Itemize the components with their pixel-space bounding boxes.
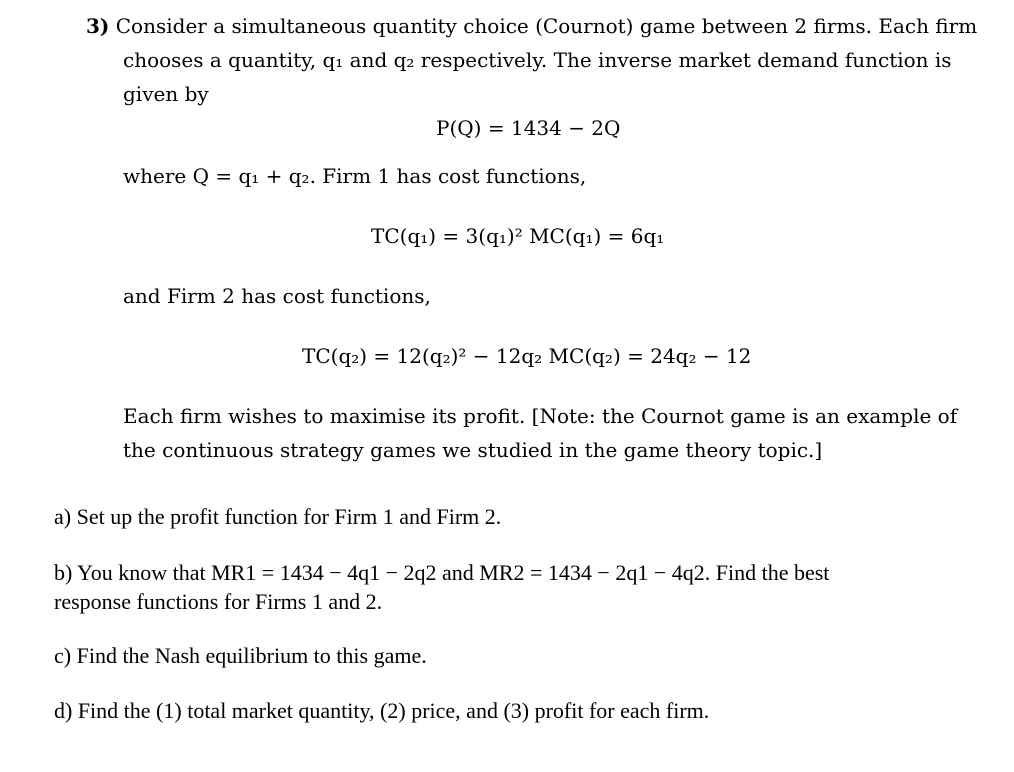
demand-equation: P(Q) = 1434 − 2Q (436, 116, 621, 140)
question-b-line-2: response functions for Firms 1 and 2. (54, 589, 383, 614)
firm1-cost-functions: TC(q₁) = 3(q₁)² MC(q₁) = 6q₁ (371, 224, 665, 248)
question-a: a) Set up the profit function for Firm 1 and Firm 2. (54, 504, 502, 529)
firm2-intro: and Firm 2 has cost functions, (123, 284, 431, 308)
intro-line-1 (86, 14, 977, 38)
question-b-line-1: b) You know that MR1 = 1434 − 4q1 − 2q2 and MR2 = 1434 − 2q1 − 4q2. Find the best (54, 560, 830, 585)
question-c: c) Find the Nash equilibrium to this game. (54, 643, 427, 668)
where-line: where Q = q₁ + q₂. Firm 1 has cost functions, (123, 164, 587, 188)
intro-line-3: given by (123, 82, 209, 106)
problem-number: 3) (86, 14, 110, 38)
note-line-2: the continuous strategy games we studied in the game theory topic.] (123, 438, 823, 462)
intro-line-2: chooses a quantity, q₁ and q₂ respectively. The inverse market demand function is (123, 48, 952, 72)
intro-text-1: Consider a simultaneous quantity choice (Cournot) game between 2 firms. Each firm (115, 14, 978, 38)
firm2-cost-functions: TC(q₂) = 12(q₂)² − 12q₂ MC(q₂) = 24q₂ − 12 (302, 344, 752, 368)
note-line-1: Each firm wishes to maximise its profit. [Note: the Cournot game is an example of (123, 404, 958, 428)
question-d: d) Find the (1) total market quantity, (2) price, and (3) profit for each firm. (54, 698, 710, 723)
